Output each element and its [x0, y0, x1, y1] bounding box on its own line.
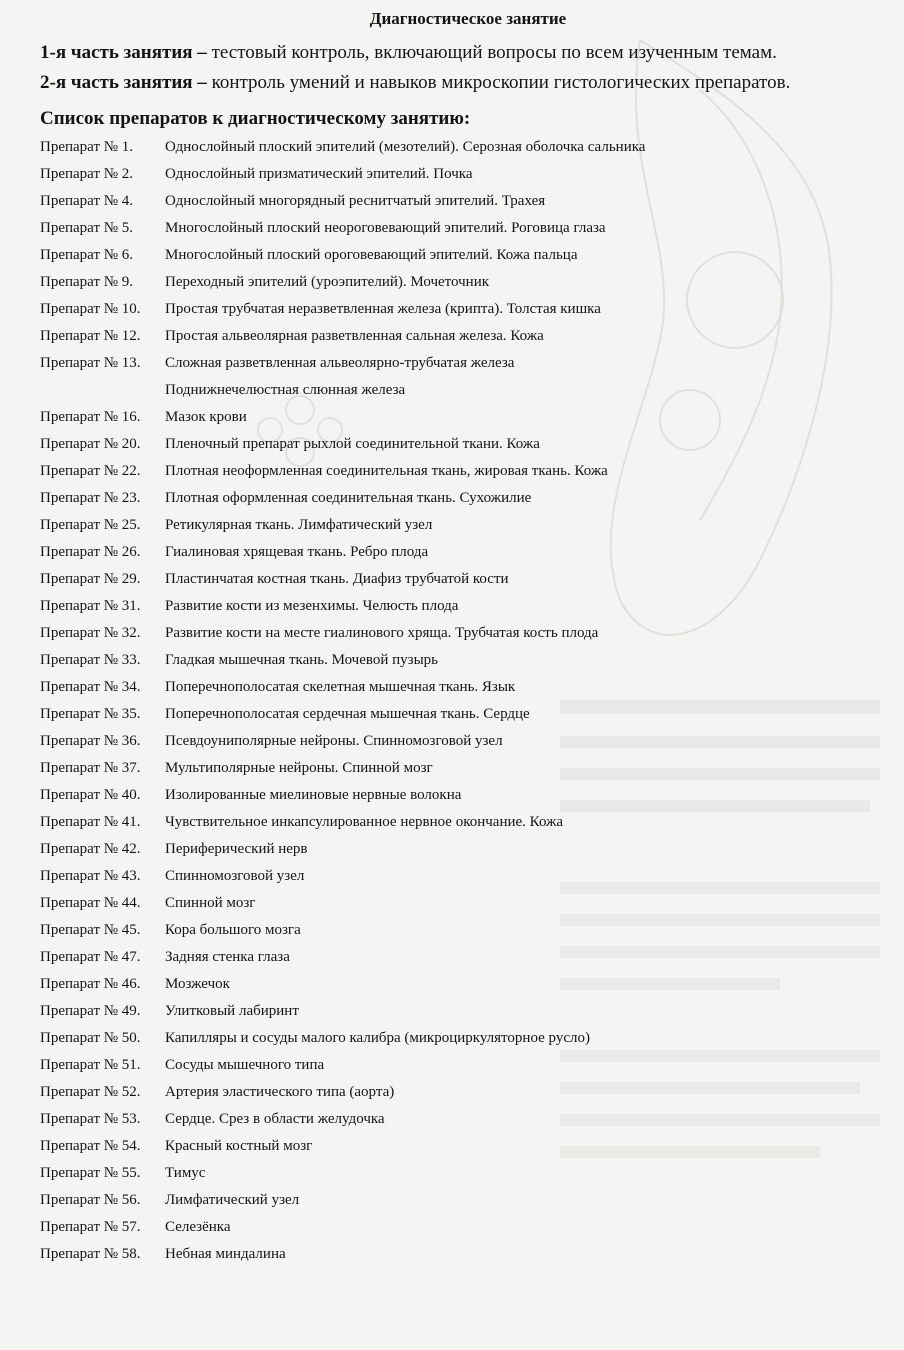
preparation-number: Препарат № 56. [40, 1192, 141, 1208]
preparation-description-line: Улитковый лабиринт [165, 1003, 299, 1019]
preparation-description [165, 971, 886, 998]
preparation-number: Препарат № 13. [40, 355, 141, 371]
list-item [40, 512, 886, 539]
preparation-description-line: Изолированные миелиновые нервные волокна [165, 787, 462, 803]
list-item [40, 1079, 886, 1106]
preparation-number: Препарат № 29. [40, 571, 141, 587]
list-item [40, 1106, 886, 1133]
preparation-description [165, 539, 886, 566]
preparation-description [165, 593, 886, 620]
preparation-description-line: Плотная оформленная соединительная ткань. Сухожилие [165, 490, 532, 506]
list-item [40, 728, 886, 755]
preparation-description [165, 620, 886, 647]
list-item [40, 431, 886, 458]
preparation-description-line: Артерия эластического типа (аорта) [165, 1084, 395, 1100]
preparation-number: Препарат № 2. [40, 166, 134, 182]
part-2-paragraph [40, 68, 886, 98]
preparation-number: Препарат № 31. [40, 598, 141, 614]
preparation-description [165, 890, 886, 917]
preparation-number: Препарат № 45. [40, 922, 141, 938]
preparation-description [165, 350, 886, 404]
preparation-description-line-2: Поднижнечелюстная слюнная железа [165, 382, 406, 398]
preparation-number: Препарат № 22. [40, 463, 141, 479]
preparation-number: Препарат № 42. [40, 841, 141, 857]
preparation-description-line: Кора большого мозга [165, 922, 301, 938]
preparation-description-line: Сосуды мышечного типа [165, 1057, 325, 1073]
preparation-number: Препарат № 26. [40, 544, 141, 560]
preparation-description [165, 296, 886, 323]
list-item [40, 755, 886, 782]
list-item [40, 674, 886, 701]
preparation-number: Препарат № 58. [40, 1246, 141, 1262]
preparation-description [165, 647, 886, 674]
preparation-description-line: Спинномозговой узел [165, 868, 305, 884]
preparation-number: Препарат № 12. [40, 328, 141, 344]
list-item [40, 404, 886, 431]
preparation-description [165, 1241, 886, 1268]
preparation-description-line: Пленочный препарат рыхлой соединительной ткани. Кожа [165, 436, 540, 452]
preparation-description [165, 242, 886, 269]
document-page [40, 8, 886, 1268]
list-item [40, 539, 886, 566]
page-title: Диагностическое занятие [369, 9, 567, 28]
preparation-description-line: Переходный эпителий (уроэпителий). Мочеточник [165, 274, 490, 290]
preparation-description-line: Развитие кости из мезенхимы. Челюсть плода [165, 598, 459, 614]
preparation-description [165, 809, 886, 836]
preparation-description-line: Сердце. Срез в области желудочка [165, 1111, 385, 1127]
preparation-description-line: Селезёнка [165, 1219, 231, 1235]
preparation-number: Препарат № 44. [40, 895, 141, 911]
list-item [40, 161, 886, 188]
preparation-description [165, 269, 886, 296]
list-item [40, 1187, 886, 1214]
list-item [40, 998, 886, 1025]
preparation-description [165, 1214, 886, 1241]
list-item [40, 836, 886, 863]
preparation-number: Препарат № 34. [40, 679, 141, 695]
part-1-lead: 1-я часть занятия – [40, 42, 207, 63]
preparation-description [165, 188, 886, 215]
preparation-description-line: Тимус [165, 1165, 206, 1181]
preparation-number: Препарат № 46. [40, 976, 141, 992]
preparation-description [165, 944, 886, 971]
preparation-description [165, 512, 886, 539]
preparations-list [40, 134, 886, 1268]
preparation-description-line: Многослойный плоский ороговевающий эпителий. Кожа пальца [165, 247, 578, 263]
list-item [40, 809, 886, 836]
preparation-description [165, 1106, 886, 1133]
preparation-description-line: Простая альвеолярная разветвленная сальная железа. Кожа [165, 328, 544, 344]
preparation-description-line: Гиалиновая хрящевая ткань. Ребро плода [165, 544, 429, 560]
preparation-number: Препарат № 4. [40, 193, 134, 209]
preparation-description-line: Мультиполярные нейроны. Спинной мозг [165, 760, 433, 776]
preparation-number: Препарат № 36. [40, 733, 141, 749]
preparation-description [165, 323, 886, 350]
preparation-number: Препарат № 40. [40, 787, 141, 803]
preparation-description [165, 431, 886, 458]
preparation-description-line: Сложная разветвленная альвеолярно-трубчатая железа [165, 355, 515, 371]
preparation-number: Препарат № 35. [40, 706, 141, 722]
preparation-number: Препарат № 1. [40, 139, 134, 155]
preparation-description [165, 485, 886, 512]
preparation-description [165, 998, 886, 1025]
preparation-description [165, 134, 886, 161]
preparation-description-line: Ретикулярная ткань. Лимфатический узел [165, 517, 433, 533]
list-item [40, 782, 886, 809]
preparation-number: Препарат № 16. [40, 409, 141, 425]
preparation-number: Препарат № 55. [40, 1165, 141, 1181]
preparation-number: Препарат № 49. [40, 1003, 141, 1019]
preparation-description [165, 917, 886, 944]
preparation-description [165, 728, 886, 755]
preparation-description-line: Пластинчатая костная ткань. Диафиз трубчатой кости [165, 571, 509, 587]
preparation-description-line: Задняя стенка глаза [165, 949, 290, 965]
preparation-description-line: Однослойный многорядный реснитчатый эпителий. Трахея [165, 193, 546, 209]
list-item [40, 593, 886, 620]
list-item [40, 1025, 886, 1052]
list-item [40, 863, 886, 890]
list-item [40, 1241, 886, 1268]
part-1-paragraph [40, 38, 886, 68]
preparation-description-line: Небная миндалина [165, 1246, 286, 1262]
preparation-description [165, 674, 886, 701]
list-item [40, 242, 886, 269]
preparation-description [165, 1133, 886, 1160]
preparation-description-line: Псевдоуниполярные нейроны. Спинномозговой узел [165, 733, 503, 749]
list-item [40, 485, 886, 512]
preparation-description [165, 1160, 886, 1187]
preparation-description-line: Многослойный плоский неороговевающий эпителий. Роговица глаза [165, 220, 606, 236]
list-item [40, 1214, 886, 1241]
preparation-number: Препарат № 37. [40, 760, 141, 776]
preparation-description-line: Развитие кости на месте гиалинового хряща. Трубчатая кость плода [165, 625, 599, 641]
list-item [40, 944, 886, 971]
list-item [40, 350, 886, 404]
preparation-number: Препарат № 51. [40, 1057, 141, 1073]
preparation-number: Препарат № 52. [40, 1084, 141, 1100]
preparation-description [165, 1025, 886, 1052]
list-item [40, 566, 886, 593]
preparation-description-line: Поперечнополосатая скелетная мышечная ткань. Язык [165, 679, 516, 695]
preparation-number: Препарат № 43. [40, 868, 141, 884]
preparation-number: Препарат № 9. [40, 274, 134, 290]
list-item [40, 1133, 886, 1160]
part-2-text: контроль умений и навыков микроскопии гистологических препаратов. [206, 72, 791, 93]
preparation-number: Препарат № 47. [40, 949, 141, 965]
preparation-description [165, 566, 886, 593]
preparation-description [165, 1187, 886, 1214]
list-item [40, 917, 886, 944]
preparation-number: Препарат № 32. [40, 625, 141, 641]
preparation-description [165, 458, 886, 485]
preparation-description-line: Простая трубчатая неразветвленная железа (крипта). Толстая кишка [165, 301, 601, 317]
list-item [40, 1160, 886, 1187]
list-item [40, 620, 886, 647]
preparation-number: Препарат № 41. [40, 814, 141, 830]
preparation-description-line: Капилляры и сосуды малого калибра (микроциркуляторное русло) [165, 1030, 590, 1046]
list-item [40, 296, 886, 323]
preparation-number: Препарат № 20. [40, 436, 141, 452]
preparation-description [165, 782, 886, 809]
list-item [40, 458, 886, 485]
preparation-number: Препарат № 50. [40, 1030, 141, 1046]
list-item [40, 890, 886, 917]
preparation-number: Препарат № 23. [40, 490, 141, 506]
preparation-number: Препарат № 33. [40, 652, 141, 668]
preparation-description [165, 1052, 886, 1079]
preparation-number: Препарат № 25. [40, 517, 141, 533]
list-item [40, 323, 886, 350]
preparation-number: Препарат № 6. [40, 247, 134, 263]
preparation-description-line: Мазок крови [165, 409, 247, 425]
list-item [40, 188, 886, 215]
list-item [40, 1052, 886, 1079]
preparation-description-line: Периферический нерв [165, 841, 308, 857]
preparation-description [165, 863, 886, 890]
preparation-description-line: Лимфатический узел [165, 1192, 300, 1208]
preparation-description [165, 755, 886, 782]
preparation-description-line: Плотная неоформленная соединительная ткань, жировая ткань. Кожа [165, 463, 608, 479]
preparation-number: Препарат № 54. [40, 1138, 141, 1154]
preparations-list-heading: Список препаратов к диагностическому занятию: [40, 108, 471, 129]
list-item [40, 647, 886, 674]
preparation-number: Препарат № 57. [40, 1219, 141, 1235]
preparation-number: Препарат № 10. [40, 301, 141, 317]
preparation-description-line: Спинной мозг [165, 895, 256, 911]
part-2-lead: 2-я часть занятия – [40, 72, 207, 93]
list-item [40, 971, 886, 998]
preparation-description [165, 404, 886, 431]
preparation-number: Препарат № 53. [40, 1111, 141, 1127]
preparation-description-line: Однослойный плоский эпителий (мезотелий). Серозная оболочка сальника [165, 139, 646, 155]
preparation-description-line: Поперечнополосатая сердечная мышечная ткань. Сердце [165, 706, 530, 722]
preparation-description-line: Чувствительное инкапсулированное нервное окончание. Кожа [165, 814, 564, 830]
preparation-description-line: Гладкая мышечная ткань. Мочевой пузырь [165, 652, 439, 668]
list-item [40, 134, 886, 161]
part-1-text: тестовый контроль, включающий вопросы по всем изученным темам. [206, 42, 777, 63]
preparation-description-line: Однослойный призматический эпителий. Почка [165, 166, 473, 182]
list-item [40, 269, 886, 296]
preparation-description [165, 836, 886, 863]
preparation-description [165, 1079, 886, 1106]
preparation-description [165, 161, 886, 188]
preparation-description-line: Мозжечок [165, 976, 230, 992]
preparation-description [165, 215, 886, 242]
preparation-description-line: Красный костный мозг [165, 1138, 313, 1154]
preparation-number: Препарат № 5. [40, 220, 134, 236]
list-item [40, 701, 886, 728]
list-item [40, 215, 886, 242]
preparation-description [165, 701, 886, 728]
